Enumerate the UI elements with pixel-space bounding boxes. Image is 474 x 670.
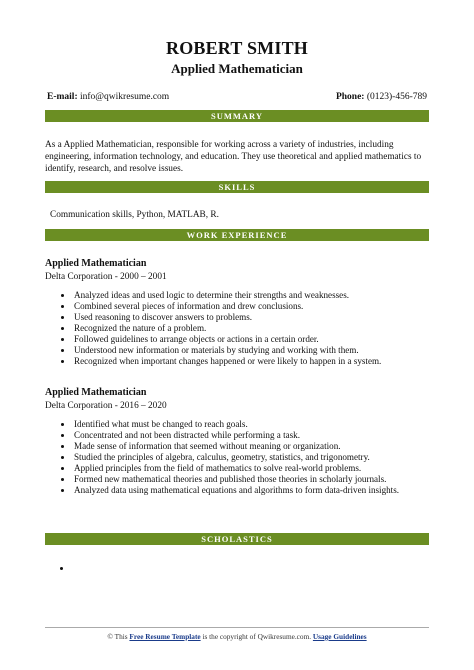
candidate-name: ROBERT SMITH <box>166 38 308 58</box>
duty-item: Recognized the nature of a problem. <box>45 323 435 334</box>
duty-item: Combined several pieces of information and drew conclusions. <box>45 301 435 312</box>
footer-middle: is the copyright of Qwikresume.com. <box>200 632 313 641</box>
scholastics-heading: SCHOLASTICS <box>45 533 429 545</box>
summary-heading: SUMMARY <box>45 110 429 122</box>
duty-item: Made sense of information that seemed without meaning or organization. <box>45 441 435 452</box>
email-line <box>47 92 169 102</box>
job-company: Delta Corporation - 2016 – 2020 <box>45 401 167 411</box>
footer-prefix: © This <box>107 632 130 641</box>
job-entry <box>45 387 435 496</box>
duty-item: Concentrated and not been distracted while performing a task. <box>45 430 435 441</box>
duty-item: Identified what must be changed to reach goals. <box>45 419 435 430</box>
free-resume-template-link[interactable]: Free Resume Template <box>129 632 201 641</box>
duty-item: Studied the principles of algebra, calculus, geometry, statistics, and trigonometry. <box>45 452 435 463</box>
skills-text: Communication skills, Python, MATLAB, R. <box>50 210 219 220</box>
work-experience-heading: WORK EXPERIENCE <box>45 229 429 241</box>
summary-text: As a Applied Mathematician, responsible for working across a variety of industries, including engineering, information technology, and education. They use theoretical and applied mathematics to identify, research, and resolve issues. <box>45 140 422 174</box>
usage-guidelines-link[interactable]: Usage Guidelines <box>312 632 367 641</box>
duty-list <box>45 419 435 496</box>
skills-heading: SKILLS <box>45 181 429 193</box>
footer <box>0 632 474 641</box>
duty-item: Used reasoning to discover answers to problems. <box>45 312 435 323</box>
email-label: E-mail: <box>47 92 78 102</box>
phone-label: Phone: <box>335 92 365 102</box>
job-title: Applied Mathematician <box>45 258 147 269</box>
empty-bullet <box>60 567 63 570</box>
duty-item: Recognized when important changes happened or were likely to happen in a system. <box>45 356 435 367</box>
duty-list <box>45 290 435 367</box>
duty-item: Analyzed ideas and used logic to determine their strengths and weaknesses. <box>45 290 435 301</box>
email-value[interactable]: info@qwikresume.com <box>79 92 170 102</box>
duty-item: Understood new information or materials by studying and working with them. <box>45 345 435 356</box>
duty-item: Applied principles from the field of mathematics to solve real-world problems. <box>45 463 435 474</box>
duty-item: Formed new mathematical theories and published those theories in scholarly journals. <box>45 474 435 485</box>
phone-line <box>336 92 427 102</box>
duty-item: Followed guidelines to arrange objects or actions in a certain order. <box>45 334 435 345</box>
footer-divider <box>45 627 429 628</box>
job-company: Delta Corporation - 2000 – 2001 <box>45 272 167 282</box>
candidate-role: Applied Mathematician <box>171 61 303 76</box>
job-entry <box>45 258 435 367</box>
phone-value: (0123)-456-789 <box>366 92 427 102</box>
duty-item: Analyzed data using mathematical equations and algorithms to form data-driven insights. <box>45 485 435 496</box>
job-title: Applied Mathematician <box>45 387 147 398</box>
